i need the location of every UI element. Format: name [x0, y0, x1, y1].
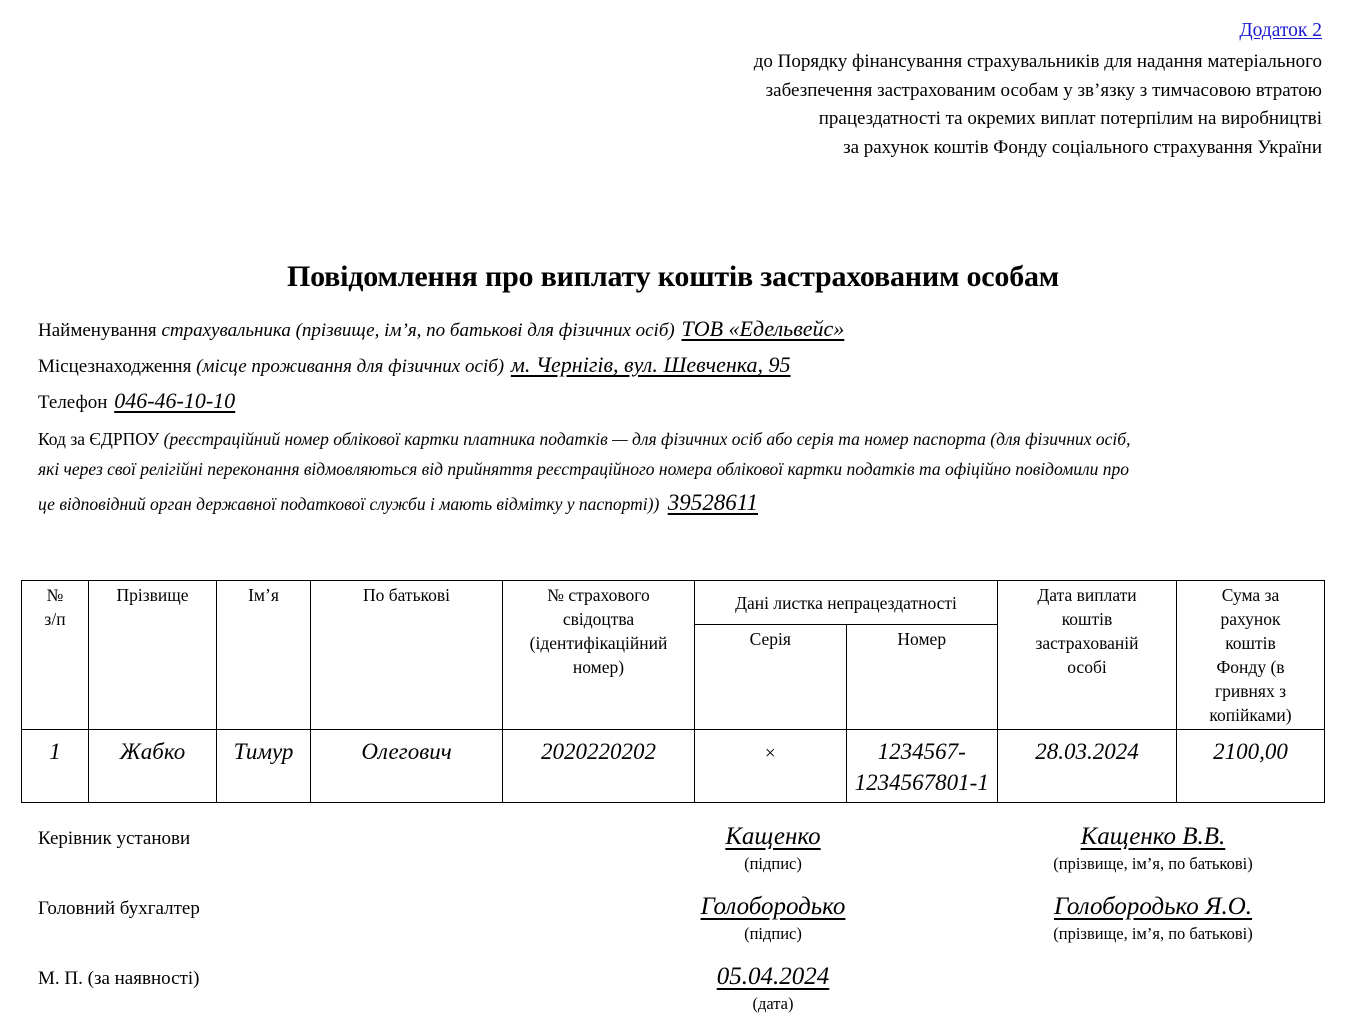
header-payment-date-line-3: застрахованій [1035, 633, 1139, 653]
cell-amount: 2100,00 [1177, 730, 1325, 803]
cell-patronymic: Олегович [311, 730, 503, 803]
signature-name-director: Кащенко В.В. [1080, 823, 1226, 850]
header-payment-date [998, 581, 1177, 730]
edrpou-hint-line-3: це відповідний орган державної податкової служби і мають відмітку у паспорті)) [38, 494, 660, 514]
header-amount [1177, 581, 1325, 730]
header-certificate-line-1: № страхового [547, 585, 650, 605]
appendix-line: до Порядку фінансування страхувальників для надання матеріального [753, 51, 1322, 72]
field-hint-name: страхувальника (прізвище, ім’я, по батькові для фізичних осіб) [161, 320, 675, 341]
appendix-line: забезпечення застрахованим особам у зв’язку з тимчасовою втратою [765, 79, 1322, 101]
edrpou-label: Код за ЄДРПОУ [38, 429, 160, 449]
cell-first-name: Тимур [217, 730, 311, 803]
table-header-row [22, 581, 1325, 625]
signature-row-director [38, 822, 1328, 892]
header-certificate-line-4: номер) [572, 657, 625, 677]
header-amount-line-4: Фонду (в [1216, 657, 1285, 677]
header-amount-line-1: Сума за [1221, 585, 1280, 605]
header-last-name: Прізвище [89, 581, 217, 730]
signature-name-accountant: Голобородько Я.О. [1053, 893, 1253, 920]
signature-column-accountant-sign [638, 892, 908, 945]
field-row-name [38, 312, 1328, 348]
payments-table [21, 580, 1325, 803]
field-label-name: Найменування [38, 320, 157, 341]
edrpou-line-2 [38, 454, 1323, 484]
field-row-location [38, 348, 1328, 384]
cell-certificate: 2020220202 [503, 730, 695, 803]
appendix-line: працездатності та окремих виплат потерпілим на виробництві [818, 108, 1322, 129]
field-hint-location: (місце проживання для фізичних осіб) [196, 356, 505, 377]
stamp-label: М. П. (за наявності) [38, 968, 200, 989]
header-first-name: Ім’я [217, 581, 311, 730]
header-sick-leave-group: Дані листка непрацездатності [695, 581, 998, 625]
header-num-line-2: з/п [44, 609, 66, 629]
cell-number-line-2: 1234567801-1 [854, 770, 989, 795]
signature-value-accountant: Голобородько [700, 893, 846, 920]
header-series: Серія [695, 625, 847, 730]
header-certificate-line-3: (ідентифікаційний [529, 633, 668, 653]
signature-role-accountant: Головний бухгалтер [38, 898, 200, 919]
header-amount-line-6: копійками) [1209, 705, 1292, 725]
header-certificate [503, 581, 695, 730]
table-header [22, 581, 1325, 730]
document-date-value: 05.04.2024 [716, 963, 830, 990]
edrpou-line-1 [38, 424, 1323, 454]
appendix-line: за рахунок коштів Фонду соціального страхування України [843, 136, 1322, 158]
header-amount-line-2: рахунок [1220, 609, 1281, 629]
signature-column-director-sign [638, 822, 908, 875]
signature-column-director-name [973, 822, 1333, 875]
field-label-location: Місцезнаходження [38, 356, 192, 377]
edrpou-hint-line-2: які через свої релігійні переконання відмовляються від прийняття реєстраційного номера облікової картки податків та офіційно повідомили про [38, 459, 1130, 479]
edrpou-block [38, 424, 1323, 519]
appendix-description [672, 48, 1322, 162]
field-value-phone: 046-46-10-10 [114, 388, 236, 413]
signature-role-director: Керівник установи [38, 828, 191, 849]
field-label-phone: Телефон [38, 392, 108, 413]
edrpou-line-3 [38, 488, 1323, 519]
appendix-reference-block [672, 18, 1322, 162]
signature-value-director: Кащенко [725, 823, 821, 850]
header-patronymic: По батькові [311, 581, 503, 730]
header-payment-date-line-1: Дата виплати [1037, 585, 1137, 605]
header-payment-date-line-2: коштів [1061, 609, 1113, 629]
header-certificate-line-2: свідоцтва [562, 609, 635, 629]
signature-caption-director: (підпис) [744, 854, 802, 873]
header-amount-line-3: коштів [1225, 633, 1276, 653]
appendix-title: Додаток 2 [1239, 20, 1322, 41]
field-value-location: м. Чернігів, вул. Шевченка, 95 [510, 352, 791, 377]
header-num [22, 581, 89, 730]
header-num-line-1: № [46, 585, 64, 605]
cell-num: 1 [22, 730, 89, 803]
signature-row-stamp [38, 962, 1328, 1032]
cell-payment-date: 28.03.2024 [998, 730, 1177, 803]
field-value-name: ТОВ «Едельвейс» [681, 316, 845, 341]
form-fields [38, 312, 1328, 420]
header-number: Номер [846, 625, 998, 730]
cell-series [695, 730, 847, 803]
signature-name-caption-accountant: (прізвище, ім’я, по батькові) [1053, 924, 1253, 943]
signature-caption-accountant: (підпис) [744, 924, 802, 943]
signature-name-caption-director: (прізвище, ім’я, по батькові) [1053, 854, 1253, 873]
header-payment-date-line-4: особі [1067, 657, 1107, 677]
cross-icon: × [764, 743, 776, 764]
field-row-phone [38, 384, 1328, 420]
header-amount-line-5: гривнях з [1214, 681, 1286, 701]
cell-number [846, 730, 998, 803]
signature-column-accountant-name [973, 892, 1333, 945]
signature-block [38, 822, 1328, 1032]
document-title: Повідомлення про виплату коштів застрахованим особам [286, 260, 1060, 293]
signature-column-date [638, 962, 908, 1015]
signature-row-accountant [38, 892, 1328, 962]
table-row [22, 730, 1325, 803]
document-date-caption: (дата) [752, 994, 794, 1013]
cell-last-name: Жабко [89, 730, 217, 803]
edrpou-value: 39528611 [667, 490, 758, 515]
table-body [22, 730, 1325, 803]
cell-number-line-1: 1234567- [877, 739, 966, 764]
edrpou-hint-line-1: (реєстраційний номер облікової картки платника податків — для фізичних осіб або серія та номер паспорта (для фізичних осіб, [163, 429, 1131, 449]
